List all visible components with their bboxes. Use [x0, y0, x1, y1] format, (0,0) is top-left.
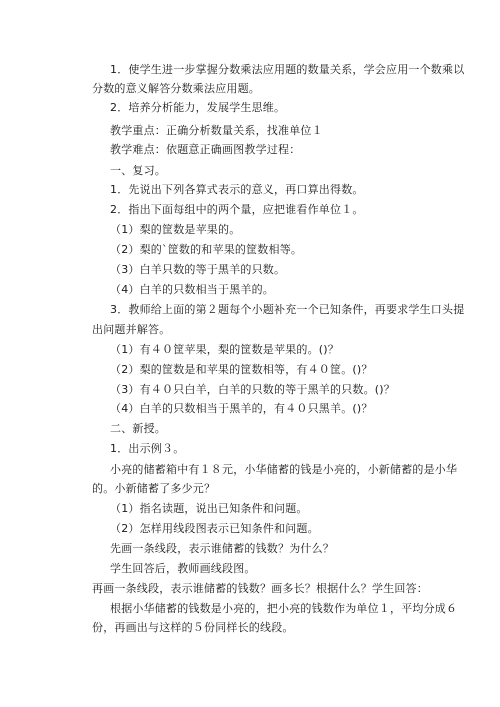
text-line: 先画一条线段，表示谁储蓄的钱数？为什么？ — [110, 542, 334, 555]
text-line: 教学重点：正确分析数量关系，找准单位１ — [110, 124, 323, 137]
text-line: 1．先说出下列各算式表示的意义，再口算出得数。 — [110, 183, 364, 196]
text-line: 1．出示例３。 — [110, 442, 185, 455]
text-line: 的。小新储蓄了多少元？ — [92, 482, 216, 495]
text-line: 出问题并解答。 — [92, 323, 171, 336]
text-line: 再画一条线段，表示谁储蓄的钱数？画多长？根据什么？学生回答： — [92, 582, 428, 595]
text-line: 根据小华储蓄的钱数是小亮的，把小亮的钱数作为单位１，平均分成６ — [110, 602, 458, 615]
text-line: 学生回答后，教师画线段图。 — [110, 562, 256, 575]
text-line: 2．培养分析能力，发展学生思维。 — [110, 101, 286, 114]
text-line: 小亮的储蓄箱中有１８元，小华储蓄的钱是小亮的，小新储蓄的是小华 — [110, 463, 458, 476]
text-line: 3．教师给上面的第２题每个小题补充一个已知条件，再要求学生口头提 — [110, 303, 465, 316]
text-line: 1．使学生进一步掌握分数乘法应用题的数量关系，学会应用一个数乘以 — [110, 63, 465, 76]
list-item: （2）怎样用线段图表示已知条件和问题。 — [110, 522, 319, 535]
list-item: （1）指名读题，说出已知条件和问题。 — [110, 502, 308, 515]
list-item: （2）梨的`筐数的和苹果的筐数相等。 — [110, 243, 303, 256]
list-item: （1）有４０筐苹果，梨的筐数是苹果的。()？ — [110, 343, 339, 356]
text-line: 分数的意义解答分数乘法应用题。 — [92, 82, 260, 95]
list-item: （3）白羊只数的等于黑羊的只数。 — [110, 263, 286, 276]
text-line: 教学难点：依题意正确画图教学过程： — [110, 143, 301, 156]
list-item: （3）有４０只白羊，白羊的只数的等于黑羊的只数。()？ — [110, 383, 395, 396]
section-heading: 一、复习。 — [110, 164, 166, 177]
list-item: （4）白羊的只数相当于黑羊的。 — [110, 283, 274, 296]
list-item: （4）白羊的只数相当于黑羊的，有４０只黑羊。()？ — [110, 402, 373, 415]
list-item: （1）梨的筐数是苹果的。 — [110, 223, 241, 236]
section-heading: 二、新授。 — [110, 422, 166, 435]
text-line: 份，再画出与这样的５份同样长的线段。 — [92, 621, 294, 634]
text-line: 2．指出下面每组中的两个量，应把谁看作单位１。 — [110, 203, 364, 216]
list-item: （2）梨的筐数是和苹果的筐数相等，有４０筐。()？ — [110, 363, 373, 376]
